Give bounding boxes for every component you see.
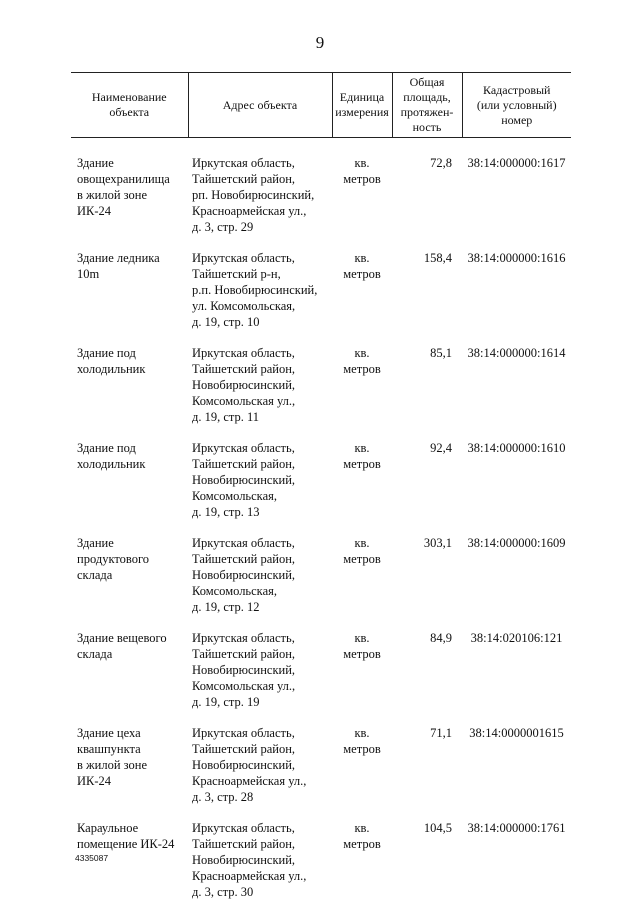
header-area: Общая площадь, протяжен- ность bbox=[392, 73, 462, 138]
object-address-cell: Иркутская область, Тайшетский район, Новобирюсинский, Красноармейская ул., д. 3, стр. 30 bbox=[188, 820, 332, 915]
area-cell: 84,9 bbox=[392, 630, 462, 725]
header-cadastral-number: Кадастровый (или условный) номер bbox=[462, 73, 571, 138]
cadastral-number-cell: 38:14:000000:1614 bbox=[462, 345, 571, 440]
object-address-cell: Иркутская область, Тайшетский район, Новобирюсинский, Комсомольская, д. 19, стр. 13 bbox=[188, 440, 332, 535]
object-address-cell: Иркутская область, Тайшетский р-н, р.п. Новобирюсинский, ул. Комсомольская, д. 19, стр. 10 bbox=[188, 250, 332, 345]
area-cell: 85,1 bbox=[392, 345, 462, 440]
unit-cell: кв. метров bbox=[332, 440, 392, 535]
document-code: 4335087 bbox=[75, 853, 108, 863]
unit-cell: кв. метров bbox=[332, 630, 392, 725]
object-name-cell: Здание цеха квашпункта в жилой зоне ИК-24 bbox=[71, 725, 188, 820]
cadastral-number-cell: 38:14:000000:1610 bbox=[462, 440, 571, 535]
header-unit: Единица измерения bbox=[332, 73, 392, 138]
unit-cell: кв. метров bbox=[332, 155, 392, 250]
page-number: 9 bbox=[0, 33, 640, 53]
table-row bbox=[71, 345, 571, 440]
area-cell: 92,4 bbox=[392, 440, 462, 535]
objects-table bbox=[71, 72, 571, 915]
table-row bbox=[71, 440, 571, 535]
unit-cell: кв. метров bbox=[332, 345, 392, 440]
table-row bbox=[71, 725, 571, 820]
table-row bbox=[71, 155, 571, 250]
object-address-cell: Иркутская область, Тайшетский район, Новобирюсинский, Комсомольская ул., д. 19, стр. 11 bbox=[188, 345, 332, 440]
unit-cell: кв. метров bbox=[332, 250, 392, 345]
header-object-address: Адрес объекта bbox=[188, 73, 332, 138]
object-address-cell: Иркутская область, Тайшетский район, Новобирюсинский, Комсомольская, д. 19, стр. 12 bbox=[188, 535, 332, 630]
table-row bbox=[71, 630, 571, 725]
header-object-name: Наименование объекта bbox=[71, 73, 188, 138]
table-header-row bbox=[71, 73, 571, 138]
area-cell: 72,8 bbox=[392, 155, 462, 250]
area-cell: 71,1 bbox=[392, 725, 462, 820]
object-name-cell: Караульное помещение ИК-24 bbox=[71, 820, 188, 915]
unit-cell: кв. метров bbox=[332, 535, 392, 630]
object-name-cell: Здание вещевого склада bbox=[71, 630, 188, 725]
cadastral-number-cell: 38:14:000000:1617 bbox=[462, 155, 571, 250]
object-name-cell: Здание под холодильник bbox=[71, 345, 188, 440]
area-cell: 303,1 bbox=[392, 535, 462, 630]
cadastral-number-cell: 38:14:020106:121 bbox=[462, 630, 571, 725]
object-address-cell: Иркутская область, Тайшетский район, Новобирюсинский, Красноармейская ул., д. 3, стр. 28 bbox=[188, 725, 332, 820]
table-body bbox=[71, 138, 571, 915]
object-address-cell: Иркутская область, Тайшетский район, Новобирюсинский, Комсомольская ул., д. 19, стр. 19 bbox=[188, 630, 332, 725]
object-name-cell: Здание ледника 10m bbox=[71, 250, 188, 345]
area-cell: 158,4 bbox=[392, 250, 462, 345]
cadastral-number-cell: 38:14:0000001615 bbox=[462, 725, 571, 820]
table-row bbox=[71, 820, 571, 915]
cadastral-number-cell: 38:14:000000:1616 bbox=[462, 250, 571, 345]
area-cell: 104,5 bbox=[392, 820, 462, 915]
object-name-cell: Здание продуктового склада bbox=[71, 535, 188, 630]
unit-cell: кв. метров bbox=[332, 820, 392, 915]
cadastral-number-cell: 38:14:000000:1761 bbox=[462, 820, 571, 915]
object-name-cell: Здание под холодильник bbox=[71, 440, 188, 535]
object-address-cell: Иркутская область, Тайшетский район, рп. Новобирюсинский, Красноармейская ул., д. 3, стр. 29 bbox=[188, 155, 332, 250]
object-name-cell: Здание овощехранилища в жилой зоне ИК-24 bbox=[71, 155, 188, 250]
cadastral-number-cell: 38:14:000000:1609 bbox=[462, 535, 571, 630]
table-row bbox=[71, 535, 571, 630]
table-row bbox=[71, 250, 571, 345]
unit-cell: кв. метров bbox=[332, 725, 392, 820]
